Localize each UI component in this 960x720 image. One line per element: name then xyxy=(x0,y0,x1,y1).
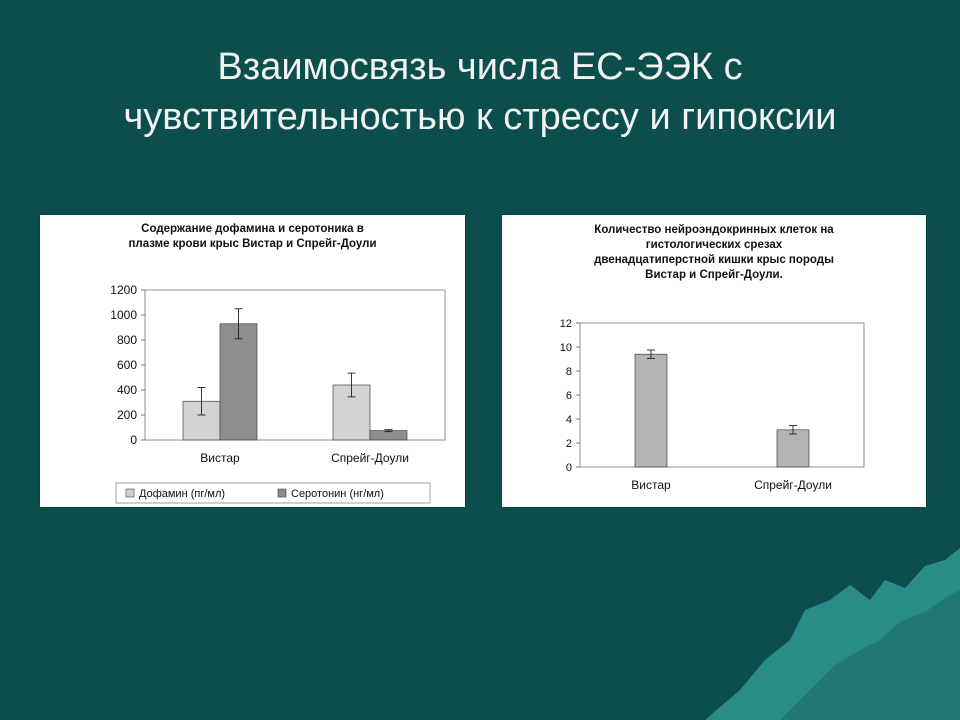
slide-title-line-2: чувствительностью к стрессу и гипоксии xyxy=(123,96,837,138)
chart-title-line: гистологических срезах xyxy=(645,239,783,251)
x-category-label: Спрейг-Доули xyxy=(754,478,832,492)
bar xyxy=(220,324,257,440)
chart-title-line: Содержание дофамина и серотоника в xyxy=(141,223,364,235)
y-tick-label: 1000 xyxy=(110,308,137,322)
y-tick-label: 800 xyxy=(116,333,137,347)
legend-swatch xyxy=(278,489,286,497)
chart-title-line: Вистар и Спрейг-Доули. xyxy=(645,269,783,281)
legend-label: Дофамин (пг/мл) xyxy=(139,488,226,500)
slide-title-line-1: Взаимосвязь числа ЕС-ЭЭК с xyxy=(217,46,743,88)
y-tick-label: 0 xyxy=(565,462,572,474)
y-tick-label: 1200 xyxy=(110,283,137,297)
chart-title-line: плазме крови крыс Вистар и Спрейг-Доули xyxy=(128,238,377,250)
chart-neuroendocrine-cells xyxy=(502,215,926,507)
legend-label: Серотонин (нг/мл) xyxy=(291,488,384,500)
y-tick-label: 0 xyxy=(130,433,137,447)
y-tick-label: 12 xyxy=(559,318,572,330)
bar xyxy=(777,430,809,467)
x-category-label: Вистар xyxy=(631,478,671,492)
chart-legend xyxy=(116,483,430,503)
chart-title-line: двенадцатиперстной кишки крыс породы xyxy=(594,254,834,266)
y-tick-label: 8 xyxy=(565,366,572,378)
bar xyxy=(635,354,667,467)
y-tick-label: 600 xyxy=(116,358,137,372)
chart-dopamine-serotonin xyxy=(40,215,465,507)
y-tick-label: 2 xyxy=(565,438,572,450)
y-tick-label: 10 xyxy=(559,342,572,354)
chart-panel-dopamine-serotonin xyxy=(40,215,465,507)
chart-panel-neuroendocrine-cells xyxy=(502,215,926,507)
chart-title-line: Количество нейроэндокринных клеток на xyxy=(594,224,834,236)
x-category-label: Вистар xyxy=(200,451,240,465)
y-tick-label: 4 xyxy=(565,414,572,426)
legend-swatch xyxy=(126,489,134,497)
y-tick-label: 400 xyxy=(116,383,137,397)
slide-title xyxy=(60,42,900,142)
y-tick-label: 6 xyxy=(565,390,572,402)
x-category-label: Спрейг-Доули xyxy=(331,451,409,465)
y-tick-label: 200 xyxy=(116,408,137,422)
plot-area xyxy=(580,323,864,467)
